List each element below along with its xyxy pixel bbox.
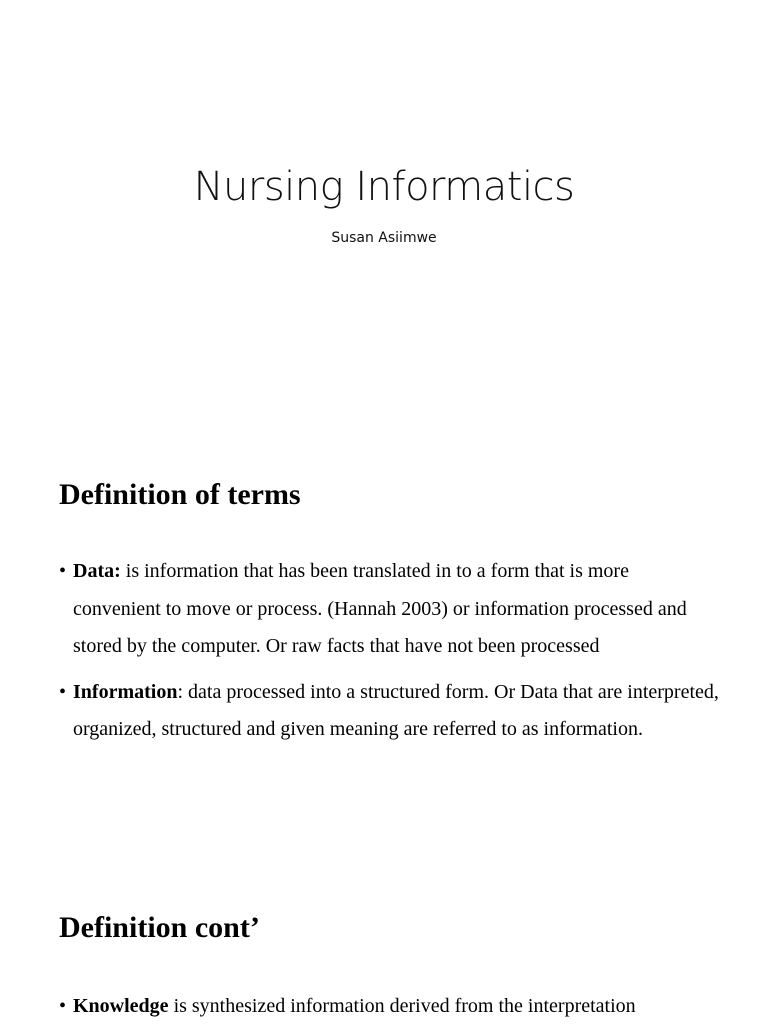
definitions-cont-slide: [0, 864, 768, 1024]
slide-heading: Definition of terms: [59, 478, 301, 511]
definitions-slide: [0, 432, 768, 864]
bullet-list: [59, 553, 719, 757]
bullet-icon: •: [59, 680, 67, 703]
presentation-title: Nursing Informatics: [193, 164, 575, 210]
term-label: Information: [73, 680, 178, 703]
bullet-icon: •: [59, 995, 67, 1017]
title-slide: [0, 0, 768, 432]
term-definition: : data processed into a structured form. Or Data that are interpreted, organized, structured and given meaning are referred to as information.: [73, 680, 719, 740]
author-name: Susan Asiimwe: [331, 230, 437, 246]
slide-heading: Definition cont’: [59, 911, 260, 944]
list-item: [59, 988, 719, 1024]
term-definition: is synthesized information derived from the interpretation: [168, 995, 636, 1017]
bullet-list: [59, 988, 719, 1024]
term-label: Data:: [73, 560, 121, 582]
list-item: [59, 674, 719, 749]
list-item: [59, 553, 719, 666]
term-definition: is information that has been translated in to a form that is more convenient to move or process. (Hannah 2003) or information processed and stored by the computer. Or raw facts that have not been processed: [73, 560, 687, 657]
term-label: Knowledge: [73, 995, 169, 1017]
bullet-icon: •: [59, 560, 67, 582]
